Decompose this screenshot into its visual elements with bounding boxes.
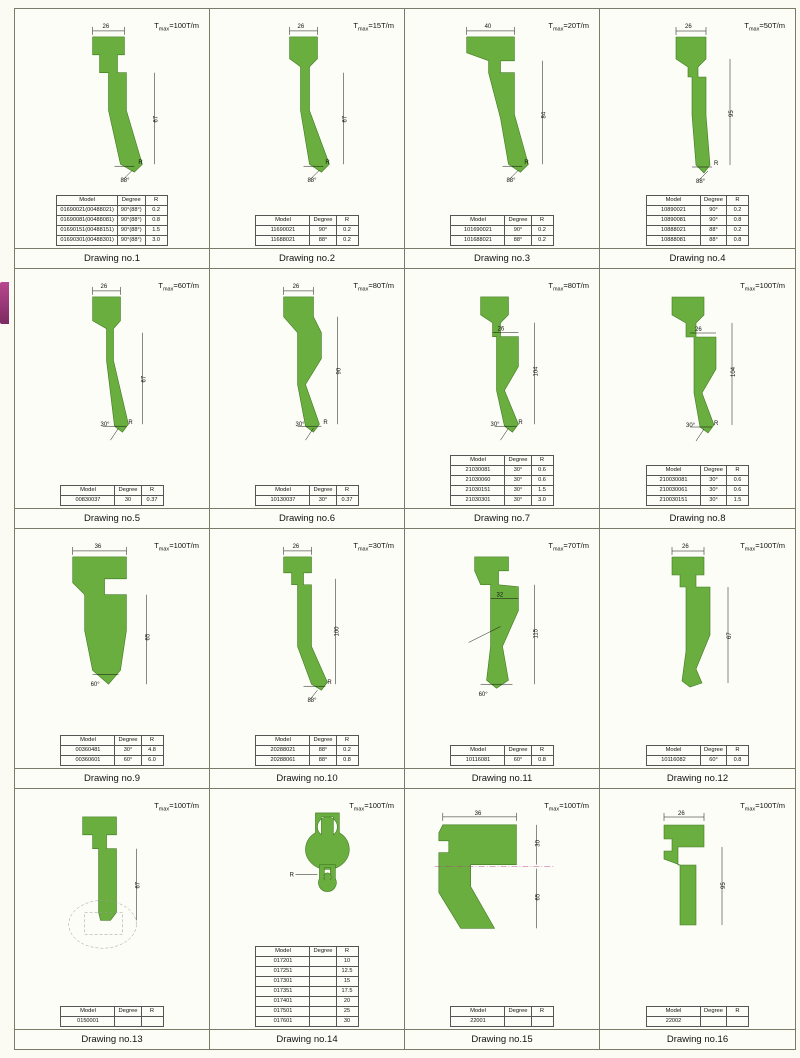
tmax-label-9: $T_{max}=100T/m$ — [154, 541, 199, 553]
col-degree: Degree — [310, 736, 336, 746]
svg-text:26: 26 — [678, 811, 685, 817]
dim-top-1: 26 — [102, 23, 110, 30]
table-row: 20288021 88° 0.2 — [256, 746, 358, 756]
col-degree: Degree — [310, 947, 336, 957]
svg-text:30: 30 — [535, 840, 542, 847]
punch-drawing-2 — [210, 15, 404, 187]
spec-table-wrap-16 — [600, 1006, 795, 1027]
table-row: 017401 20 — [256, 997, 358, 1007]
svg-text:R: R — [518, 420, 523, 427]
punch-drawing-7 — [405, 275, 599, 447]
caption-16: Drawing no.16 — [600, 1029, 795, 1049]
col-degree: Degree — [505, 746, 531, 756]
drawing-cell-7[interactable] — [405, 269, 600, 529]
drawing-cell-8[interactable] — [600, 269, 795, 529]
punch-drawing-8 — [600, 275, 795, 447]
col-model: Model — [646, 196, 700, 206]
caption-8: Drawing no.8 — [600, 508, 795, 528]
drawing-cell-5[interactable] — [15, 269, 210, 529]
col-degree: Degree — [115, 486, 141, 496]
col-degree: Degree — [310, 486, 336, 496]
table-row: 017601 30 — [256, 1017, 358, 1027]
drawing-cell-10[interactable] — [210, 529, 405, 789]
table-row: 017301 15 — [256, 977, 358, 987]
tmax-label-10: $T_{max}=30T/m$ — [353, 541, 394, 553]
table-row: 017251 12.5 — [256, 967, 358, 977]
svg-text:30°: 30° — [686, 423, 696, 429]
col-r: R — [531, 456, 553, 466]
col-r: R — [336, 736, 358, 746]
caption-10: Drawing no.10 — [210, 768, 404, 788]
caption-3: Drawing no.3 — [405, 248, 599, 268]
spec-table-9 — [60, 735, 163, 766]
spec-table-6 — [255, 485, 358, 506]
svg-text:88°: 88° — [120, 178, 130, 185]
table-row: 10116082 60° 0.8 — [646, 756, 748, 766]
table-row: 10888081 88° 0.8 — [646, 236, 748, 246]
table-row: 11690021 90° 0.2 — [256, 226, 358, 236]
svg-text:67: 67 — [153, 115, 160, 123]
punch-drawing-5 — [15, 275, 209, 447]
drawing-cell-11[interactable] — [405, 529, 600, 789]
table-row: 101688021 88° 0.2 — [451, 236, 553, 246]
col-degree: Degree — [700, 746, 726, 756]
spec-table-11 — [450, 745, 553, 766]
table-row: 017351 17.5 — [256, 987, 358, 997]
svg-text:104: 104 — [533, 366, 540, 377]
svg-text:26: 26 — [682, 544, 689, 550]
table-row: 21030301 30° 3.0 — [451, 496, 553, 506]
table-row: 00360601 60° 6.0 — [61, 756, 163, 766]
drawing-cell-9[interactable] — [15, 529, 210, 789]
spec-table-wrap-6 — [210, 485, 404, 506]
svg-text:115: 115 — [533, 628, 540, 639]
svg-text:26: 26 — [497, 326, 505, 333]
svg-text:104: 104 — [731, 366, 737, 377]
caption-13: Drawing no.13 — [15, 1029, 209, 1049]
table-row: 01690081(00488081) 90°(88°) 0.8 — [57, 216, 167, 226]
table-row: 017501 25 — [256, 1007, 358, 1017]
col-r: R — [727, 196, 749, 206]
drawing-cell-4[interactable] — [600, 9, 795, 269]
punch-drawing-4 — [600, 15, 795, 187]
spec-table-5 — [60, 485, 163, 506]
col-r: R — [727, 466, 749, 476]
tmax-label-13: $T_{max}=100T/m$ — [154, 801, 199, 813]
drawings-grid — [14, 8, 796, 1050]
punch-drawing-3 — [405, 15, 599, 187]
col-degree: Degree — [115, 1007, 141, 1017]
svg-text:67: 67 — [727, 632, 733, 639]
punch-drawing-14 — [210, 795, 404, 967]
svg-text:40: 40 — [484, 23, 492, 30]
col-degree: Degree — [505, 456, 531, 466]
spec-table-1 — [56, 195, 167, 246]
spec-table-2 — [255, 215, 358, 246]
punch-drawing-9 — [15, 535, 209, 707]
svg-text:88°: 88° — [307, 178, 317, 185]
punch-drawing-10 — [210, 535, 404, 707]
svg-text:30°: 30° — [490, 422, 500, 429]
punch-drawing-16 — [600, 795, 795, 967]
table-row: 10890021 90° 0.2 — [646, 206, 748, 216]
spec-table-15 — [450, 1006, 553, 1027]
table-row: 20288061 88° 0.8 — [256, 756, 358, 766]
caption-12: Drawing no.12 — [600, 768, 795, 788]
svg-text:65: 65 — [535, 893, 542, 901]
svg-text:65: 65 — [145, 633, 152, 641]
caption-5: Drawing no.5 — [15, 508, 209, 528]
spec-table-13 — [60, 1006, 163, 1027]
punch-drawing-15 — [405, 795, 599, 967]
svg-text:30°: 30° — [100, 422, 110, 429]
col-model: Model — [61, 486, 115, 496]
table-row: 10130037 30° 0.37 — [256, 496, 358, 506]
col-model: Model — [256, 486, 310, 496]
table-row: 210030081 30° 0.6 — [646, 476, 748, 486]
spec-table-3 — [450, 215, 553, 246]
table-row: 10890081 90° 0.8 — [646, 216, 748, 226]
svg-text:67: 67 — [135, 881, 142, 889]
caption-1: Drawing no.1 — [15, 248, 209, 268]
svg-text:88°: 88° — [696, 179, 706, 185]
svg-text:36: 36 — [94, 543, 102, 550]
svg-text:26: 26 — [292, 543, 300, 550]
col-r: R — [531, 746, 553, 756]
spec-table-wrap-13 — [15, 1006, 209, 1027]
col-degree: Degree — [700, 1007, 726, 1017]
svg-text:R: R — [327, 680, 332, 687]
table-row: 22001 — [451, 1017, 553, 1027]
col-model: Model — [451, 746, 505, 756]
drawing-cell-16[interactable] — [600, 789, 795, 1049]
col-r: R — [336, 486, 358, 496]
table-row: 00830037 30 0.37 — [61, 496, 163, 506]
svg-text:R: R — [524, 160, 529, 167]
svg-text:R: R — [325, 160, 330, 167]
col-r: R — [336, 947, 358, 957]
tmax-label-4: $T_{max}=50T/m$ — [744, 21, 785, 33]
col-r: R — [141, 736, 163, 746]
svg-text:R: R — [128, 420, 133, 427]
caption-7: Drawing no.7 — [405, 508, 599, 528]
col-model: Model — [57, 196, 118, 206]
col-model: Model — [256, 736, 310, 746]
drawing-cell-14[interactable] — [210, 789, 405, 1049]
table-row: 21030081 30° 0.6 — [451, 466, 553, 476]
caption-6: Drawing no.6 — [210, 508, 404, 528]
spec-table-wrap-8 — [600, 465, 795, 506]
punch-drawing-1 — [15, 15, 209, 187]
drawing-cell-13[interactable] — [15, 789, 210, 1049]
col-r: R — [145, 196, 167, 206]
col-degree: Degree — [310, 216, 336, 226]
tmax-label-15: $T_{max}=100T/m$ — [544, 801, 589, 813]
spec-table-4 — [646, 195, 749, 246]
caption-9: Drawing no.9 — [15, 768, 209, 788]
col-model: Model — [451, 456, 505, 466]
tmax-label-8: $T_{max}=100T/m$ — [740, 281, 785, 293]
svg-text:84: 84 — [541, 111, 548, 119]
tmax-label-11: $T_{max}=70T/m$ — [548, 541, 589, 553]
table-row: 10888021 88° 0.2 — [646, 226, 748, 236]
drawing-cell-12[interactable] — [600, 529, 795, 789]
spec-table-12 — [646, 745, 749, 766]
table-row: 210030061 30° 0.6 — [646, 486, 748, 496]
tmax-label-3: $T_{max}=20T/m$ — [548, 21, 589, 33]
col-r: R — [727, 746, 749, 756]
spec-table-wrap-9 — [15, 735, 209, 766]
svg-text:36: 36 — [474, 810, 482, 817]
spec-table-wrap-1 — [15, 195, 209, 246]
svg-text:32: 32 — [496, 592, 504, 599]
svg-text:100: 100 — [334, 626, 341, 637]
caption-11: Drawing no.11 — [405, 768, 599, 788]
drawing-cell-15[interactable] — [405, 789, 600, 1049]
caption-15: Drawing no.15 — [405, 1029, 599, 1049]
spec-table-wrap-10 — [210, 735, 404, 766]
col-model: Model — [256, 216, 310, 226]
table-row: 11688021 88° 0.2 — [256, 236, 358, 246]
col-model: Model — [646, 466, 700, 476]
spec-table-14 — [255, 946, 358, 1027]
spec-table-16 — [646, 1006, 749, 1027]
svg-text:60°: 60° — [478, 692, 488, 699]
tmax-label-5: $T_{max}=60T/m$ — [158, 281, 199, 293]
spec-table-wrap-11 — [405, 745, 599, 766]
spec-table-7 — [450, 455, 553, 506]
table-row: 101690021 90° 0.2 — [451, 226, 553, 236]
col-degree: Degree — [700, 466, 726, 476]
svg-text:88°: 88° — [506, 178, 516, 185]
svg-text:R: R — [714, 161, 719, 167]
col-r: R — [141, 1007, 163, 1017]
col-model: Model — [646, 746, 700, 756]
table-row: 01690021(00488021) 90°(88°) 0.2 — [57, 206, 167, 216]
svg-text:26: 26 — [292, 283, 300, 290]
col-degree: Degree — [700, 196, 726, 206]
svg-text:30°: 30° — [295, 422, 305, 429]
spec-table-wrap-14 — [210, 946, 404, 1027]
drawing-cell-1[interactable] — [15, 9, 210, 269]
col-model: Model — [61, 1007, 115, 1017]
table-row: 00360481 30° 4.8 — [61, 746, 163, 756]
spec-table-wrap-5 — [15, 485, 209, 506]
svg-text:67: 67 — [342, 115, 349, 123]
table-row: 210030151 30° 1.5 — [646, 496, 748, 506]
caption-14: Drawing no.14 — [210, 1029, 404, 1049]
table-row: 0150001 — [61, 1017, 163, 1027]
punch-drawing-6 — [210, 275, 404, 447]
col-model: Model — [256, 947, 310, 957]
punch-drawing-13 — [15, 795, 209, 967]
drawing-cell-6[interactable] — [210, 269, 405, 529]
table-row: 01690151(00488151) 90°(88°) 1.5 — [57, 226, 167, 236]
drawing-cell-2[interactable] — [210, 9, 405, 269]
tmax-label-14: $T_{max}=100T/m$ — [349, 801, 394, 813]
caption-4: Drawing no.4 — [600, 248, 795, 268]
page-side-tab — [0, 282, 9, 324]
col-model: Model — [451, 216, 505, 226]
table-row: 21030060 30° 0.6 — [451, 476, 553, 486]
spec-table-10 — [255, 735, 358, 766]
table-row: 10116081 60° 0.8 — [451, 756, 553, 766]
spec-table-wrap-4 — [600, 195, 795, 246]
table-row: 21030151 30° 1.5 — [451, 486, 553, 496]
punch-drawing-11 — [405, 535, 599, 707]
spec-table-wrap-7 — [405, 455, 599, 506]
spec-table-8 — [646, 465, 749, 506]
spec-table-wrap-2 — [210, 215, 404, 246]
svg-text:95: 95 — [729, 110, 735, 117]
spec-table-wrap-15 — [405, 1006, 599, 1027]
svg-text:95: 95 — [721, 882, 727, 889]
col-r: R — [531, 1007, 553, 1017]
col-model: Model — [646, 1007, 700, 1017]
svg-text:88°: 88° — [307, 698, 317, 705]
svg-text:26: 26 — [297, 23, 305, 30]
col-model: Model — [451, 1007, 505, 1017]
col-r: R — [531, 216, 553, 226]
svg-text:67: 67 — [141, 375, 148, 383]
punch-drawing-12 — [600, 535, 795, 707]
svg-text:R: R — [138, 160, 143, 167]
col-degree: Degree — [115, 736, 141, 746]
table-row: 017201 10 — [256, 957, 358, 967]
svg-text:R: R — [714, 421, 719, 427]
table-row: 22002 — [646, 1017, 748, 1027]
svg-text:R: R — [323, 420, 328, 427]
caption-2: Drawing no.2 — [210, 248, 404, 268]
col-r: R — [727, 1007, 749, 1017]
col-r: R — [336, 216, 358, 226]
svg-text:90: 90 — [336, 367, 343, 375]
col-r: R — [141, 486, 163, 496]
table-row: 01690301(00488301) 90°(88°) 3.0 — [57, 236, 167, 246]
svg-text:60°: 60° — [90, 682, 100, 689]
spec-table-wrap-12 — [600, 745, 795, 766]
col-degree: Degree — [505, 216, 531, 226]
drawing-cell-3[interactable] — [405, 9, 600, 269]
spec-table-wrap-3 — [405, 215, 599, 246]
tmax-label-16: $T_{max}=100T/m$ — [740, 801, 785, 813]
col-model: Model — [61, 736, 115, 746]
tmax-label-1: $T_{max}=100T/m$ — [154, 21, 199, 33]
svg-text:26: 26 — [695, 327, 702, 333]
tmax-label-7: $T_{max}=80T/m$ — [548, 281, 589, 293]
col-degree: Degree — [117, 196, 145, 206]
svg-text:26: 26 — [685, 24, 692, 30]
tmax-label-6: $T_{max}=80T/m$ — [353, 281, 394, 293]
tmax-label-12: $T_{max}=100T/m$ — [740, 541, 785, 553]
svg-text:26: 26 — [100, 283, 108, 290]
tmax-label-2: $T_{max}=15T/m$ — [353, 21, 394, 33]
svg-text:R: R — [289, 872, 294, 879]
col-degree: Degree — [505, 1007, 531, 1017]
